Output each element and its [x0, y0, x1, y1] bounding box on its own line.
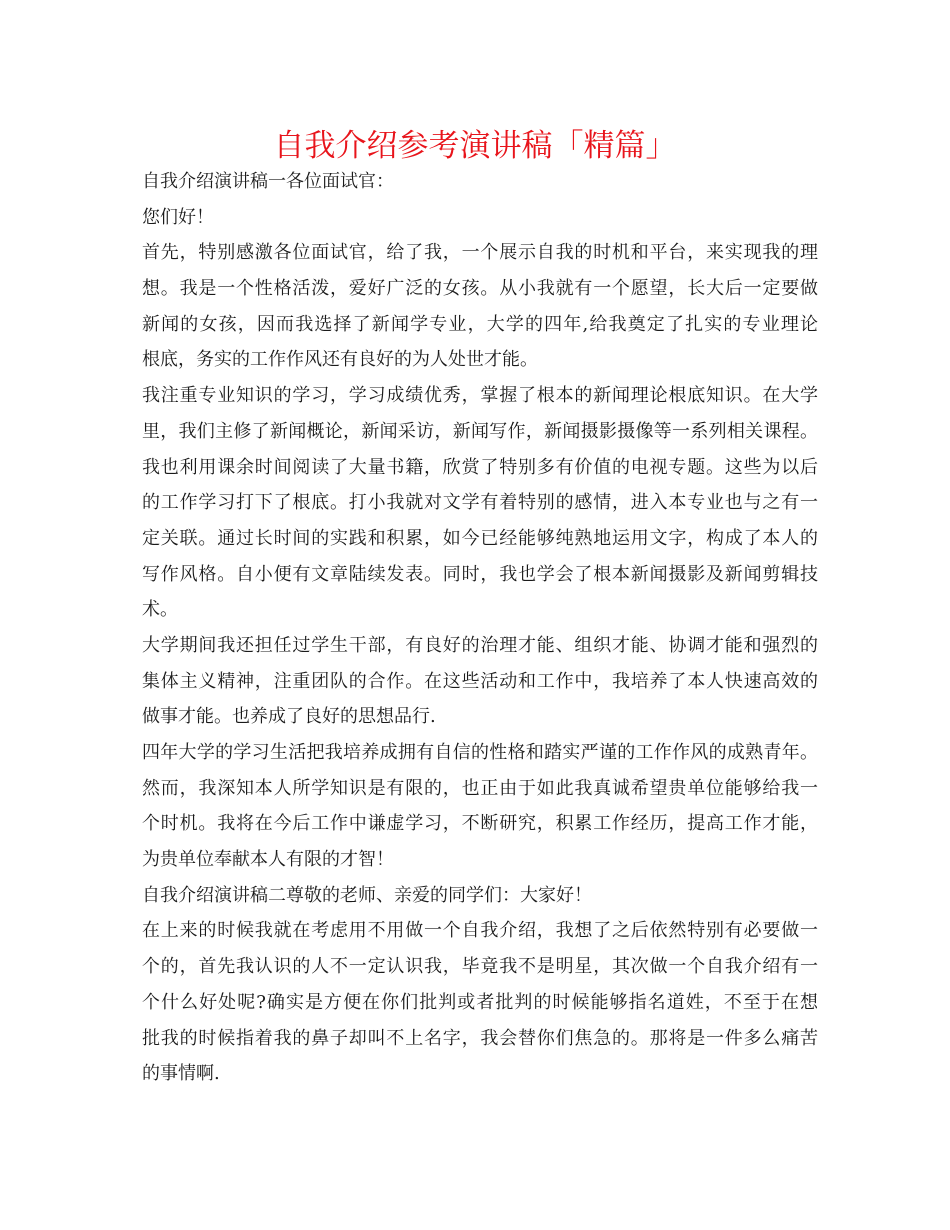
- text-line: 四年大学的学习生活把我培养成拥有自信的性格和踏实严谨的工作作风的成熟青年。: [142, 742, 818, 763]
- text-line: 里，我们主修了新闻概论，新闻采访，新闻写作，新闻摄影摄像等一系列相关课程。: [142, 420, 818, 442]
- text-line: 的工作学习打下了根底。打小我就对文学有着特别的感情，进入本专业也与之有一: [142, 492, 818, 514]
- text-line: 想。我是一个性格活泼，爱好广泛的女孩。从小我就有一个愿望，长大后一定要做: [142, 278, 818, 300]
- text-line: 术。: [142, 599, 178, 621]
- text-line: 自我介绍演讲稿二尊敬的老师、亲爱的同学们：大家好！: [142, 884, 592, 906]
- text-line: 个的，首先我认识的人不一定认识我，毕竟我不是明星，其次做一个自我介绍有一: [142, 956, 818, 978]
- text-line: 我注重专业知识的学习，学习成绩优秀，掌握了根本的新闻理论根底知识。在大学: [142, 385, 818, 407]
- text-line: 首先，特别感激各位面试官，给了我，一个展示自我的时机和平台，来实现我的理: [142, 242, 818, 264]
- text-line: 我也利用课余时间阅读了大量书籍，欣赏了特别多有价值的电视专题。这些为以后: [142, 456, 818, 478]
- text-line: 写作风格。自小便有文章陆续发表。同时，我也学会了根本新闻摄影及新闻剪辑技: [142, 563, 818, 585]
- document-body: [142, 164, 818, 1092]
- text-line: 集体主义精神，注重团队的合作。在这些活动和工作中，我培养了本人快速高效的: [142, 670, 818, 692]
- text-line: 根底，务实的工作作风还有良好的为人处世才能。: [142, 349, 538, 371]
- text-line: 大学期间我还担任过学生干部，有良好的治理才能、组织才能、协调才能和强烈的: [142, 634, 818, 656]
- text-line: 个时机。我将在今后工作中谦虚学习，不断研究，积累工作经历，提高工作才能，: [142, 813, 818, 835]
- text-line: 新闻的女孩，因而我选择了新闻学专业，大学的四年,给我奠定了扎实的专业理论: [142, 313, 818, 335]
- text-line: 为贵单位奉献本人有限的才智！: [142, 849, 394, 871]
- text-line: 定关联。通过长时间的实践和积累，如今已经能够纯熟地运用文字，构成了本人的: [142, 527, 818, 549]
- text-line: 做事才能。也养成了良好的思想品行.: [142, 706, 436, 728]
- text-line: 在上来的时候我就在考虑用不用做一个自我介绍，我想了之后依然特别有必要做一: [142, 920, 818, 942]
- document-title: 自我介绍参考演讲稿「精篇」: [273, 128, 677, 164]
- text-line: 批我的时候指着我的鼻子却叫不上名字，我会替你们焦急的。那将是一件多么痛苦: [142, 1027, 818, 1049]
- text-line: 个什么好处呢?确实是方便在你们批判或者批判的时候能够指名道姓，不至于在想: [142, 991, 818, 1013]
- text-line: 您们好！: [142, 206, 214, 228]
- text-line: 然而，我深知本人所学知识是有限的，也正由于如此我真诚希望贵单位能够给我一: [142, 777, 818, 799]
- text-line: 的事情啊.: [142, 1063, 220, 1085]
- text-line: 自我介绍演讲稿一各位面试官：: [142, 171, 394, 192]
